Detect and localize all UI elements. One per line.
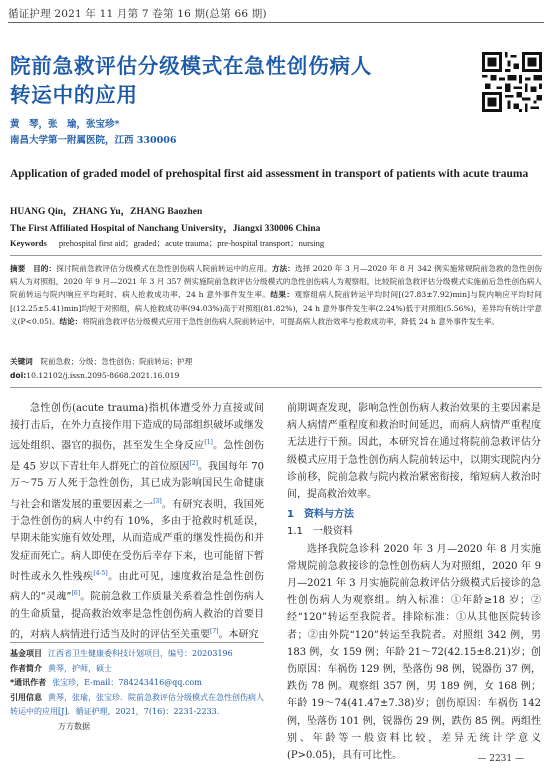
- footnote-rule: [10, 642, 264, 643]
- objective-text: 探讨院前急救评估分级模式在急性创伤病人院前转运中的应用。: [56, 264, 272, 273]
- keywords-text: 院前急救；分级；急性创伤；院前转运；护理: [40, 357, 193, 366]
- footnotes: [10, 647, 268, 735]
- citation-ref[interactable]: [1]: [204, 439, 213, 447]
- body-text: 。本研究: [218, 629, 259, 641]
- article-title: [10, 52, 450, 110]
- english-keywords-text: prehospital first aid；graded；acute trauma；pre-hospital transport；nursing: [58, 238, 325, 248]
- abstract: [10, 262, 542, 328]
- title-line-1: 院前急救评估分级模式在急性创伤病人: [10, 54, 373, 78]
- author-label: 作者简介: [10, 663, 42, 673]
- methods-text: 选择 2020 年 3 月—2020 年 8 月 342 例实施常规院前急救的急性创伤病人为对照组，2020 年 9 月—2021 年 3 月 357 例实施院前急救评估分级模式的急性创伤病人为观察组，比较院前急救评估分级模式实施前后急性创伤病人院前转运与院内响应平均耗时、病人抢救成功率、24 h 意外事件发生率。: [10, 264, 543, 300]
- methods-label: 方法：: [271, 264, 295, 273]
- body-text: 。急性创伤是 45 岁以下青壮年人群死亡的首位原因: [10, 440, 265, 473]
- doi: [10, 371, 179, 380]
- body-text: 。有研究表明，我国死于急性创伤的病人中约有 10%，多由于抢救时机延误，早期未能实施有效处理，从而造成严重的继发性损伤和并发症而死亡。病人即使在受伤后幸存下来，也可能留下暂时性或永久性残疾: [10, 499, 265, 583]
- fund-text: 江西省卫生健康委科技计划项目，编号：20203196: [48, 649, 233, 658]
- keywords-label: 关键词: [10, 357, 33, 366]
- english-affiliation: The First Affiliated Hospital of Nanchang University，Jiangxi 330006 China: [10, 224, 321, 234]
- title-line-2: 转运中的应用: [10, 83, 138, 107]
- corresponding-label: *通讯作者: [10, 678, 47, 688]
- affiliation: 南昌大学第一附属医院，江西 330006: [10, 135, 177, 146]
- fund-label: 基金项目: [10, 649, 42, 658]
- citation-ref[interactable]: [6]: [71, 590, 81, 598]
- body-left-column: [10, 400, 264, 644]
- authors: 黄 琴，张 瑜，张宝珍*: [10, 119, 120, 130]
- body-top-rule: [10, 387, 542, 388]
- header-rule: [8, 22, 544, 23]
- citation-ref[interactable]: [4-5]: [93, 569, 108, 577]
- body-text: 。由此可见，速度救治是急性创伤病人的“灵魂”: [10, 571, 265, 603]
- body-paragraph: 前期调查发现，影响急性创伤病人救治效果的主要因素是病人病情严重程度和救治时间延迟，而病人病情严重程度无法进行干预。因此，本研究旨在通过将院前急救评估分级模式应用于急性创伤病人院前转运中，以期实现院内分诊前移，院前急救与院内救治紧密衔接，缩短病人救治时间，提高救治效率。: [287, 403, 541, 501]
- citation-ref[interactable]: [2]: [189, 459, 198, 467]
- body-text: 。我国每年 70 万～75 万人死于急性创伤，其已成为影响国民生命健康与社会和谐发展的重要因素之一: [10, 461, 264, 510]
- abstract-top-rule: [10, 255, 542, 256]
- citation-label: 引用信息: [10, 692, 42, 702]
- citation-note: [10, 691, 268, 720]
- english-keywords-label: Keywords: [10, 238, 47, 248]
- keywords: [10, 356, 192, 367]
- corresponding-note: [10, 676, 268, 691]
- body-text: 急性创伤(acute trauma)指机体遭受外力直接或间接打击后，在外力直接作用下造成的局部组织破坏或继发远处组织、器官的损伤，甚至发生全身反应: [10, 403, 264, 452]
- source-text: 万方数据: [58, 721, 90, 731]
- citation-ref[interactable]: [7]: [210, 628, 219, 636]
- results-label: 结果：: [270, 290, 295, 300]
- doi-link[interactable]: 10.12102/j.issn.2095-8668.2021.16.019: [26, 371, 180, 380]
- doi-label: doi:: [10, 371, 27, 380]
- section-heading: 1 资料与方法: [287, 509, 354, 521]
- english-keywords: [10, 237, 324, 249]
- fund-note: [10, 647, 268, 662]
- conclusion-label: 结论：: [59, 316, 83, 326]
- citation-ref[interactable]: [3]: [153, 497, 162, 505]
- conclusion-text: 将院前急救评估分级模式应用于急性创伤病人院前转运中，可提高病人救治效率与抢救成功率，降低 24 h 意外事件发生率。: [82, 316, 499, 326]
- source-watermark: [10, 720, 268, 735]
- qr-code-icon: [482, 52, 542, 112]
- citation-text: 黄琴，张瑜，张宝珍．院前急救评估分级模式在急性创伤病人转运中的应用[J]．循证护理，2021，7(16)：2231-2233.: [10, 692, 264, 717]
- body-right-column: [287, 400, 541, 764]
- results-text: 观察组病人院前转运平均时间[(27.83±7.92)min]与院内响应平均时间[(12.25±5.41)min]均短于对照组，病人抢救成功率(94.03%)高于对照组(81.82%)，24 h 意外事件发生率(2.24%)低于对照组(5.56%)，差异均有统计学意义(P<0.05)。: [10, 290, 542, 326]
- author-note: [10, 662, 268, 677]
- english-title: Application of graded model of prehospital first aid assessment in transport of patients with acute trauma: [10, 168, 529, 180]
- author-text: 黄琴，护师，硕士: [48, 663, 112, 673]
- body-paragraph: 选择我院急诊科 2020 年 3 月—2020 年 8 月实施常规院前急救接诊的急性创伤病人为对照组，2020 年 9 月—2021 年 3 月实施院前急救评估分级模式后接诊的急性创伤病人为观察组。纳入标准：①年龄≥18 岁；②经“120”转运至我院者。排除标准：①从其他医院转诊者；②由外院“120”转运至我院者。对照组 342 例，男 183 例，女 159 例；年龄 21～72(42.15±8.21)岁；创伤原因：车祸伤 129 例，坠落伤 98 例，锐器伤 37 例，跌伤 78 例。观察组 357 例，男 189 例，女 168 例；年龄 19～74(41.47±7.38)岁；创伤原因：车祸伤 142 例，坠落伤 101 例，锐器伤 29 例，跌伤 85 例。两组性别、年龄等一般资料比较，差异无统计学意义(P>0.05)，具有可比性。: [287, 543, 541, 762]
- body-text: 。院前急救工作质量关系着急性创伤病人的生命质量，提高救治效率是急性创伤病人救治的首要目的，对病人病情进行适当及时的评估至关重要: [10, 591, 264, 641]
- english-authors: HUANG Qin，ZHANG Yu，ZHANG Baozhen: [10, 207, 203, 217]
- abstract-label: 摘要: [10, 264, 26, 273]
- objective-label: 目的：: [33, 264, 57, 273]
- corresponding-text[interactable]: 张宝珍，E-mail：784243416@qq.com: [52, 678, 202, 688]
- page-number: — 2231 —: [477, 754, 524, 764]
- subsection-heading: 1.1 一般资料: [287, 526, 353, 538]
- running-head: 循证护理 2021 年 11 月第 7 卷第 16 期(总第 66 期): [8, 8, 267, 20]
